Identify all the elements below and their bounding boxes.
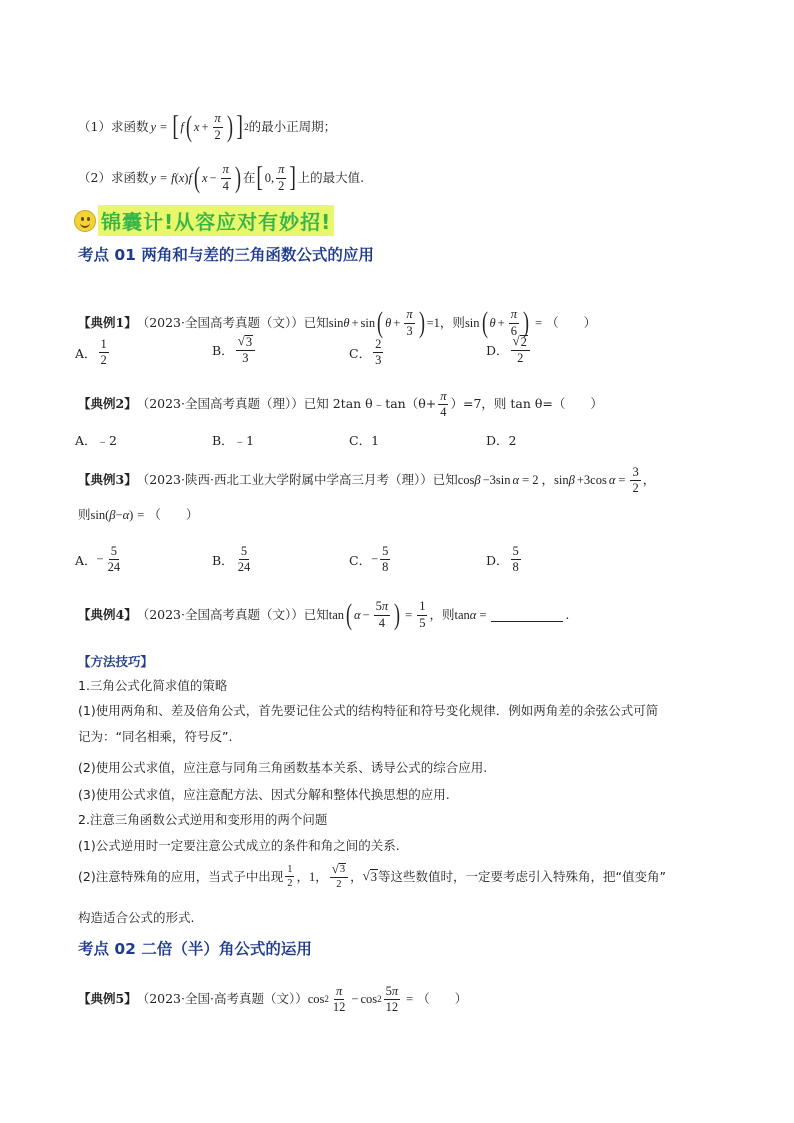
method-line-7: (1)公式逆用时一定要注意公式成立的条件和角之间的关系. <box>78 838 400 853</box>
section-heading-2: 考点 02 二倍（半）角公式的运用 <box>78 940 312 958</box>
ex2-option-c[interactable]: C．1 <box>349 433 380 448</box>
section-heading-1: 考点 01 两角和与差的三角函数公式的应用 <box>78 246 374 264</box>
example-5: 【典例5】 （2023·全国·高考真题（文）） cos 2 $\frac{\pi}{12}$ − cos 2 $\frac{5\pi}{12}$ = （ ） <box>78 984 468 1015</box>
question-1: （1）求函数 y = [ f ( x + $\frac{\pi}{2}$ ) ] 2 的最小正周期； <box>78 110 337 143</box>
ex3-option-a[interactable]: A． − $\frac{5}{24}$ <box>75 544 121 575</box>
method-title: 【方法技巧】 <box>78 654 154 669</box>
method-line-4: (2)使用公式求值，应注意与同角三角函数基本关系、诱导公式的综合应用. <box>78 760 488 775</box>
banner-text: 锦囊计!从容应对有妙招! <box>98 205 334 236</box>
question-2: （2）求函数 y = f ( x ) f ( x − $\frac{\pi}{4}$ ) 在 [ 0, $\frac{\pi}{2}$ ] 上的最大值. <box>78 161 365 194</box>
ex3-option-d[interactable]: D． $\frac{5}{8}$ <box>486 544 519 575</box>
example-2: 【典例2】 （2023·全国高考真题（理））已知 2tan θ﹣tan（θ+ $\frac{\pi}{4}$ ）=7，则 tan θ=（ ） <box>78 389 603 420</box>
pi-over-2: $\frac{\pi}{2}$ <box>214 111 221 142</box>
ex3-option-c[interactable]: C． − $\frac{5}{8}$ <box>349 544 389 575</box>
ex2-option-b[interactable]: B．﹣1 <box>212 433 255 448</box>
ex3-option-b[interactable]: B． $\frac{5}{24}$ <box>212 544 251 575</box>
ex1-option-a[interactable]: A． $\frac{1}{2}$ <box>75 337 107 368</box>
ex1-option-d[interactable]: D． √ 2 2 <box>486 334 532 365</box>
ex1-option-b[interactable]: B． √ 3 3 <box>212 334 257 365</box>
smiley-icon <box>74 210 96 232</box>
q1-prefix: （1）求函数 <box>78 118 149 134</box>
example-3: 【典例3】 （2023·陕西·西北工业大学附属中学高三月考（理））已知 cos β −3sin α = 2 ， sin β +3cos α = $\frac{3}{2}$ ， <box>78 465 656 496</box>
q1-suffix: 的最小正周期； <box>248 118 337 134</box>
method-line-8: (2)注意特殊角的应用，当式子中出现 $\frac{1}{2}$ ，1， √ 3 2 ， √ 3 等这些数值时，一定要考虑引入特殊角，把“值变角” <box>78 861 666 891</box>
tips-banner <box>74 205 334 236</box>
example-1: 【典例1】 （2023·全国高考真题（文））已知 sin θ + sin ( θ + $\frac{\pi}{3}$ ) =1 ，则 sin ( θ + $\frac{\pi}{6}$ ) = （ ） <box>78 306 597 339</box>
method-line-3: 记为：“同名相乘，符号反”. <box>78 729 233 744</box>
method-line-5: (3)使用公式求值，应注意配方法、因式分解和整体代换思想的应用. <box>78 787 450 802</box>
example-4: 【典例4】 （2023·全国高考真题（文））已知 tan ( α − $\frac{5\pi}{4}$ ) = $\frac{1}{5}$ ，则 tan α = . <box>78 598 570 631</box>
example-3-question: 则 sin( β − α ) = （ ） <box>78 507 199 522</box>
ex2-option-a[interactable]: A．﹣2 <box>75 433 117 448</box>
ex2-option-d[interactable]: D．2 <box>486 433 517 448</box>
ex1-option-c[interactable]: C． $\frac{2}{3}$ <box>349 337 382 368</box>
method-line-1: 1.三角公式化简求值的策略 <box>78 678 228 693</box>
answer-blank[interactable] <box>491 609 563 622</box>
method-line-9: 构造适合公式的形式. <box>78 910 195 925</box>
method-line-6: 2.注意三角函数公式逆用和变形用的两个问题 <box>78 812 328 827</box>
method-line-2: (1)使用两角和、差及倍角公式，首先要记住公式的结构特征和符号变化规律．例如两角差的余弦公式可简 <box>78 703 659 718</box>
